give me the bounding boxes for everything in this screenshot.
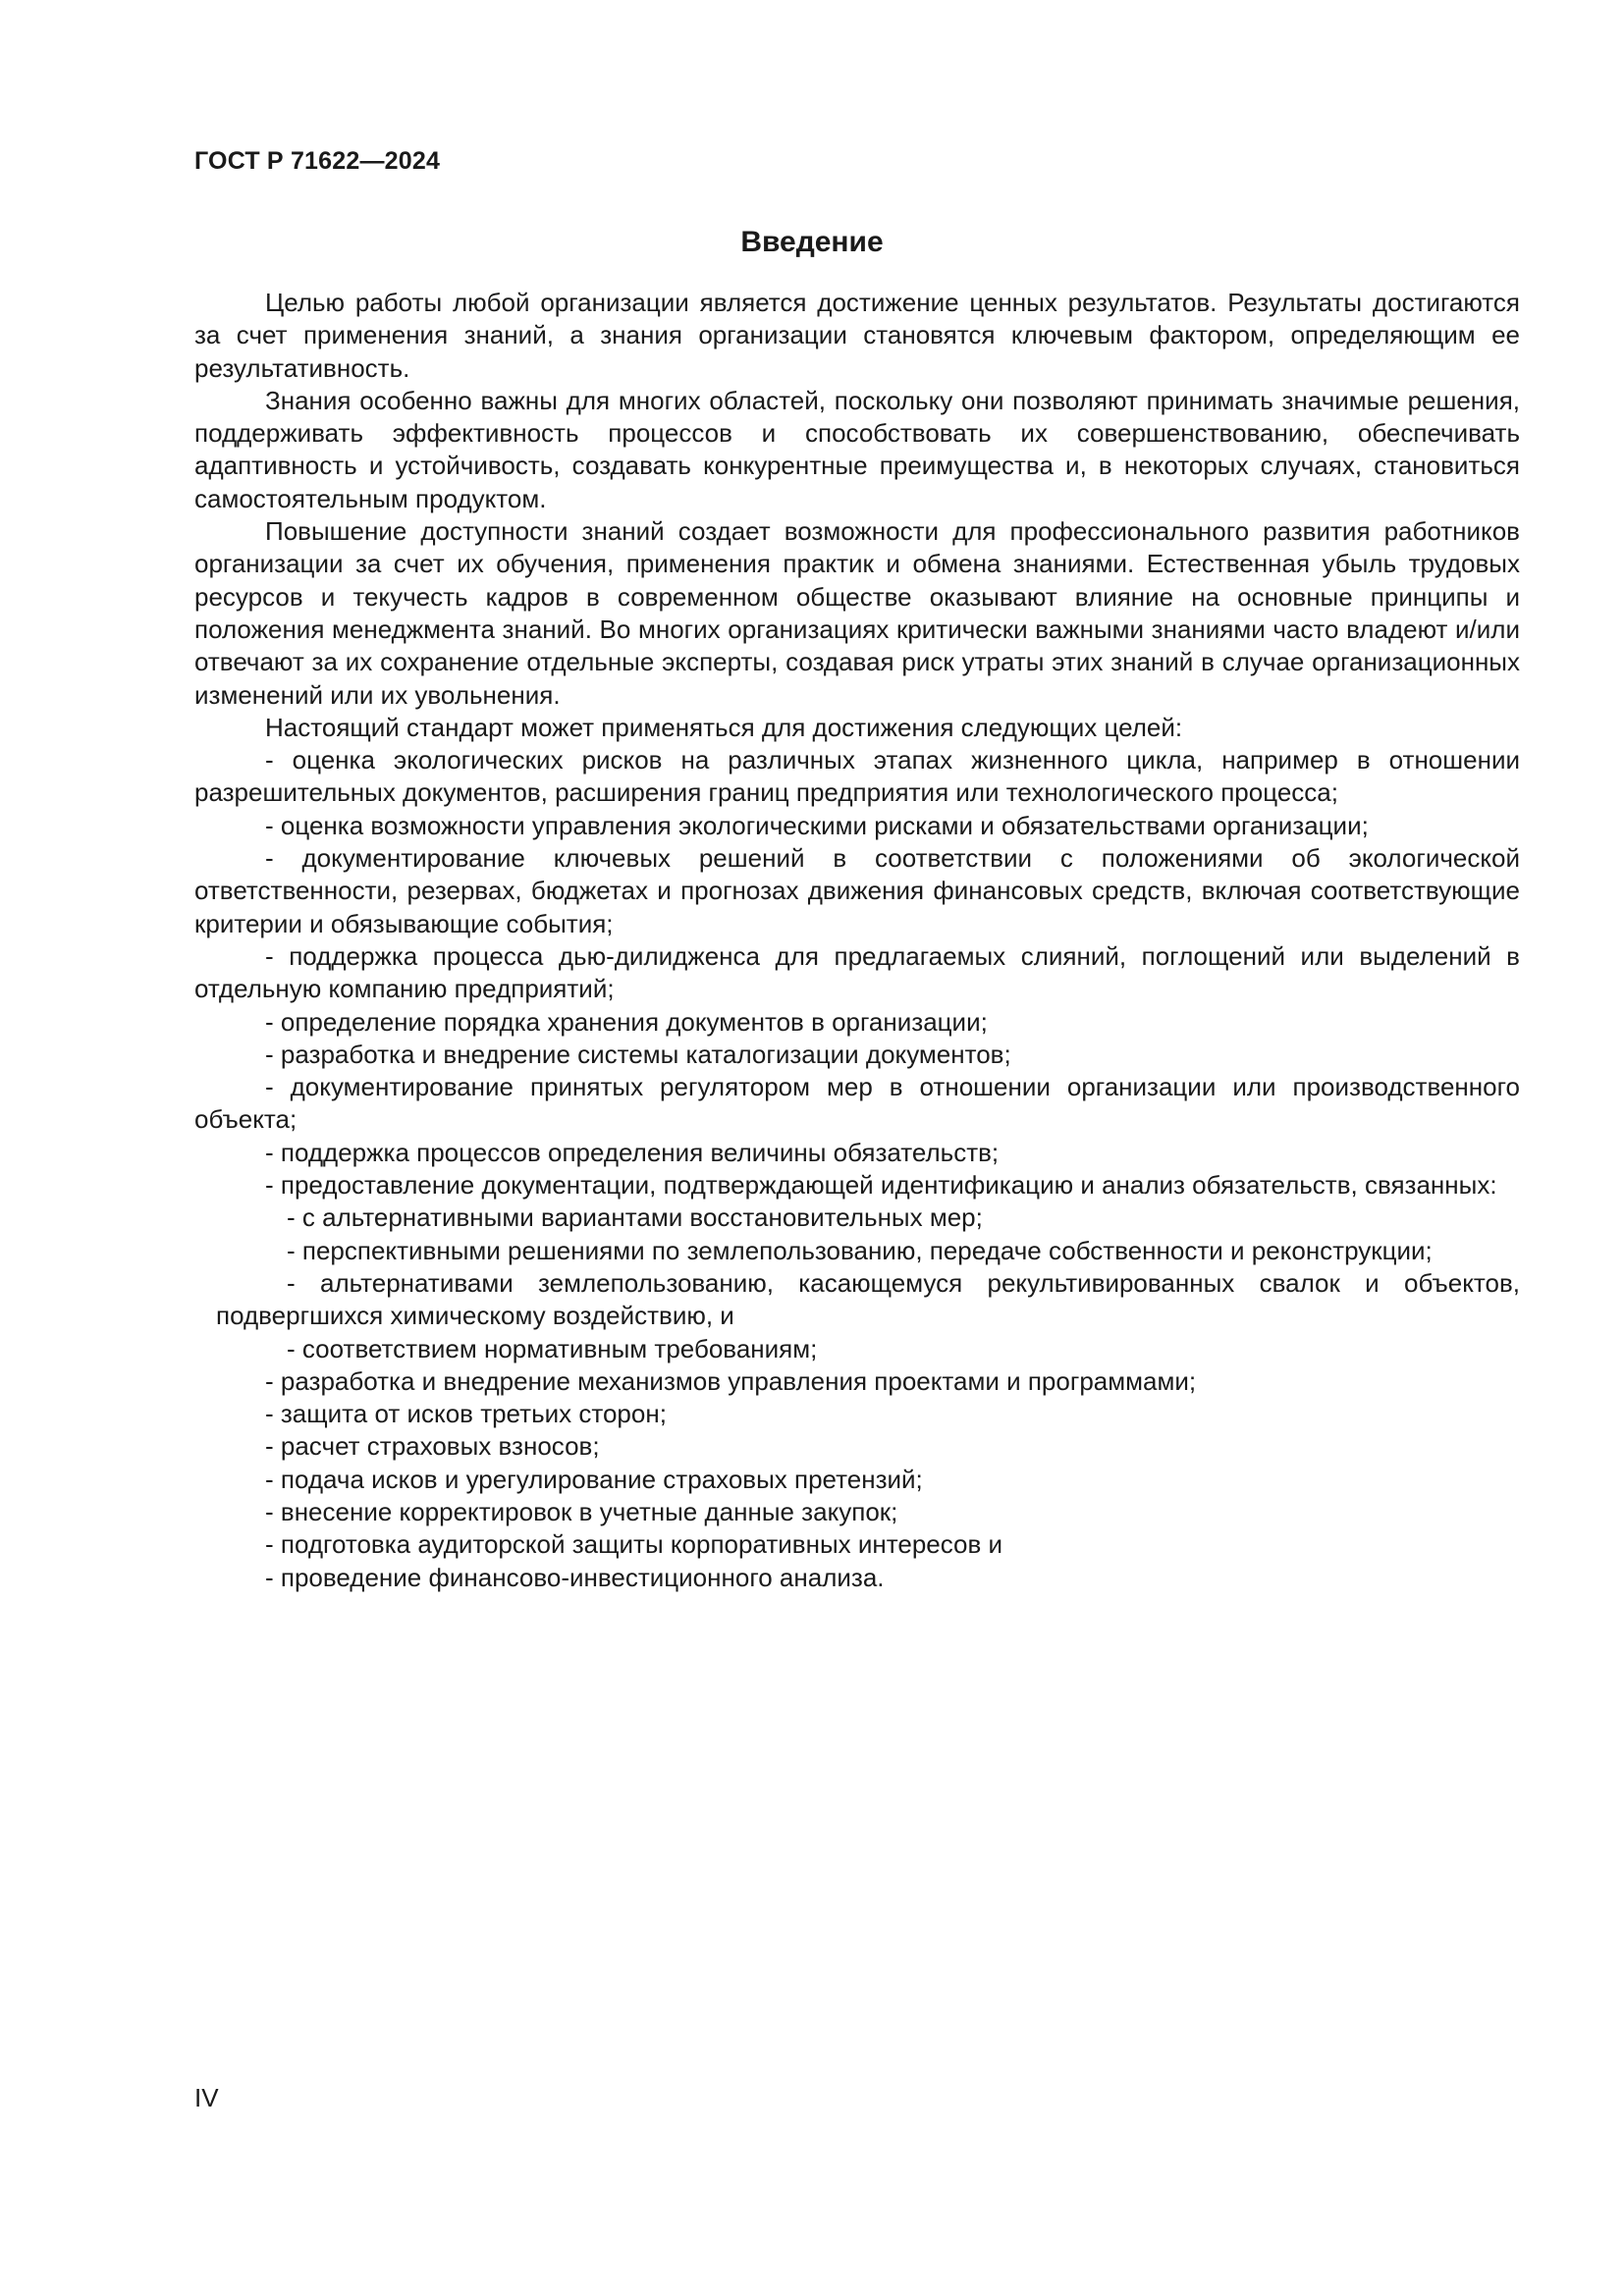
list-item: - подготовка аудиторской защиты корпоративных интересов и — [194, 1528, 1520, 1561]
sub-list-item: - с альтернативными вариантами восстановительных мер; — [216, 1201, 1520, 1234]
list-item: - защита от исков третьих сторон; — [194, 1398, 1520, 1430]
list-item: - оценка экологических рисков на различных этапах жизненного цикла, например в отношении разрешительных документов, расширения границ предприятия или технологического процесса; — [194, 744, 1520, 810]
list-item: - поддержка процесса дью-дилидженса для предлагаемых слияний, поглощений или выделений в отдельную компанию предприятий; — [194, 940, 1520, 1006]
document-header: ГОСТ Р 71622—2024 — [194, 147, 441, 175]
list-item: - документирование ключевых решений в соответствии с положениями об экологической ответственности, резервах, бюджетах и прогнозах движения финансовых средств, включая соответствующие критерии и обязывающие события; — [194, 842, 1520, 940]
section-body — [194, 287, 1520, 1594]
list-item: - разработка и внедрение механизмов управления проектами и программами; — [194, 1365, 1520, 1398]
list-item: - проведение финансово-инвестиционного анализа. — [194, 1562, 1520, 1594]
paragraph: Целью работы любой организации является достижение ценных результатов. Результаты достигаются за счет применения знаний, а знания организации становятся ключевым фактором, определяющим ее результативность. — [194, 288, 1520, 383]
list-item: - расчет страховых взносов; — [194, 1430, 1520, 1463]
sub-list-item: - соответствием нормативным требованиям; — [216, 1333, 1520, 1365]
list-item: - предоставление документации, подтверждающей идентификацию и анализ обязательств, связанных: — [194, 1169, 1520, 1201]
section-title: Введение — [740, 226, 884, 258]
paragraph: Повышение доступности знаний создает возможности для профессионального развития работников организации за счет их обучения, применения практик и обмена знаниями. Естественная убыль трудовых ресурсов и текучесть кадров в современном обществе оказывают влияние на основные принципы и положения менеджмента знаний. Во многих организациях критически важными знаниями часто владеют и/или отвечают за их сохранение отдельные эксперты, создавая риск утраты этих знаний в случае организационных изменений или их увольнения. — [194, 516, 1520, 710]
list-item: - разработка и внедрение системы каталогизации документов; — [194, 1039, 1520, 1071]
sub-list-item: - альтернативами землепользованию, касающемуся рекультивированных свалок и объектов, подвергшихся химическому воздействию, и — [216, 1267, 1520, 1333]
list-item: - внесение корректировок в учетные данные закупок; — [194, 1496, 1520, 1528]
list-item: - оценка возможности управления экологическими рисками и обязательствами организации; — [194, 810, 1520, 842]
list-item: - документирование принятых регулятором мер в отношении организации или производственного объекта; — [194, 1071, 1520, 1137]
sub-list-item: - перспективными решениями по землепользованию, передаче собственности и реконструкции; — [216, 1235, 1520, 1267]
paragraph: Знания особенно важны для многих областей, поскольку они позволяют принимать значимые решения, поддерживать эффективность процессов и способствовать их совершенствованию, обеспечивать адаптивность и устойчивость, создавать конкурентные преимущества и, в некоторых случаях, становиться самостоятельным продуктом. — [194, 385, 1520, 513]
list-item: - определение порядка хранения документов в организации; — [194, 1006, 1520, 1039]
page-number: IV — [194, 2083, 219, 2112]
list-item: - подача исков и урегулирование страховых претензий; — [194, 1464, 1520, 1496]
list-item: - поддержка процессов определения величины обязательств; — [194, 1137, 1520, 1169]
paragraph: Настоящий стандарт может применяться для достижения следующих целей: — [265, 712, 1183, 742]
